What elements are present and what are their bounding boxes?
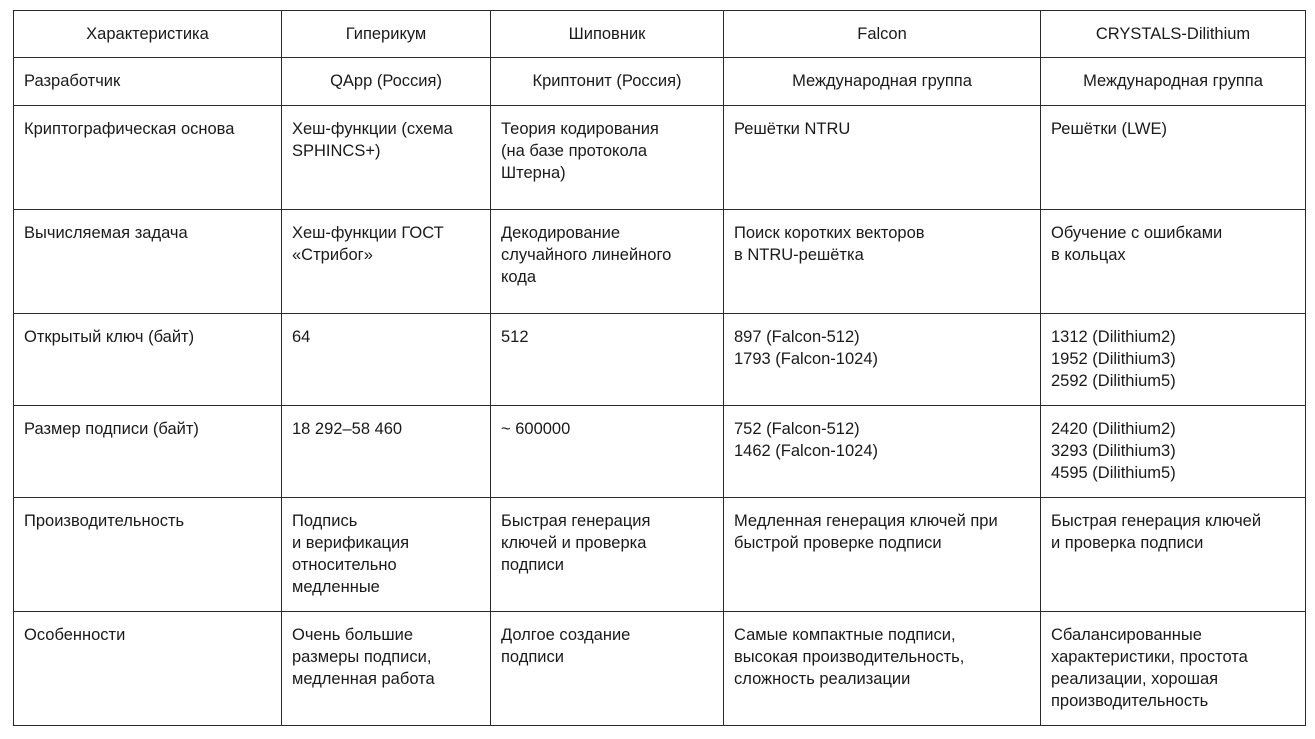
cell-falcon [724, 58, 1041, 106]
cell-line: Быстрая генерация ключей [1051, 512, 1262, 530]
table-row [14, 314, 1306, 406]
cell-shipovnik [491, 406, 724, 498]
cell-line: (на базе протокола [501, 142, 648, 160]
cell-line: QApp (Россия) [330, 72, 442, 90]
row-label: Вычисляемая задача [14, 210, 282, 314]
header-row [14, 11, 1306, 58]
cell-falcon [724, 314, 1041, 406]
cell-line: медленная работа [292, 670, 435, 688]
cell-line: 1952 (Dilithium3) [1051, 350, 1176, 368]
table-body [14, 11, 1306, 726]
cell-line: сложность реализации [734, 670, 911, 688]
cell-line: медленные [292, 578, 380, 596]
cell-line: SPHINCS+) [292, 142, 381, 160]
cell-falcon [724, 106, 1041, 210]
header-cell-dilithium: CRYSTALS-Dilithium [1041, 11, 1306, 58]
row-label: Производительность [14, 498, 282, 612]
cell-line: Медленная генерация ключей при [734, 512, 998, 530]
table-row [14, 406, 1306, 498]
cell-shipovnik [491, 612, 724, 726]
cell-shipovnik [491, 498, 724, 612]
cell-line: Обучение с ошибками [1051, 224, 1223, 242]
cell-line: Поиск коротких векторов [734, 224, 925, 242]
cell-line: относительно [292, 556, 397, 574]
cell-line: «Стрибог» [292, 246, 373, 264]
cell-line: случайного линейного [501, 246, 672, 264]
cell-line: ~ 600000 [501, 420, 571, 438]
row-label: Особенности [14, 612, 282, 726]
table-row [14, 498, 1306, 612]
cell-line: 3293 (Dilithium3) [1051, 442, 1176, 460]
cell-line: Самые компактные подписи, [734, 626, 956, 644]
cell-line: Хеш-функции (схема [292, 120, 453, 138]
cell-shipovnik [491, 106, 724, 210]
cell-falcon [724, 498, 1041, 612]
cell-shipovnik [491, 58, 724, 106]
cell-line: 512 [501, 328, 529, 346]
cell-line: Очень большие [292, 626, 414, 644]
cell-shipovnik [491, 314, 724, 406]
cell-hypericum [282, 498, 491, 612]
row-label: Разработчик [14, 58, 282, 106]
cell-line: Сбалансированные [1051, 626, 1202, 644]
cell-hypericum [282, 314, 491, 406]
cell-line: в NTRU-решётка [734, 246, 864, 264]
cell-line: высокая производительность, [734, 648, 965, 666]
table-row [14, 58, 1306, 106]
row-label: Размер подписи (байт) [14, 406, 282, 498]
cell-hypericum [282, 406, 491, 498]
cell-falcon [724, 210, 1041, 314]
cell-line: и верификация [292, 534, 410, 552]
cell-falcon [724, 612, 1041, 726]
cell-line: 752 (Falcon-512) [734, 420, 860, 438]
cell-hypericum [282, 612, 491, 726]
cell-line: Международная группа [1083, 72, 1263, 90]
cell-line: 1462 (Falcon-1024) [734, 442, 879, 460]
cell-line: Хеш-функции ГОСТ [292, 224, 444, 242]
cell-line: 2420 (Dilithium2) [1051, 420, 1176, 438]
table-row [14, 210, 1306, 314]
comparison-table [13, 10, 1306, 726]
header-cell-falcon: Falcon [724, 11, 1041, 58]
cell-line: 18 292–58 460 [292, 420, 403, 438]
cell-line: 4595 (Dilithium5) [1051, 464, 1176, 482]
cell-line: размеры подписи, [292, 648, 432, 666]
table-row [14, 612, 1306, 726]
cell-hypericum [282, 58, 491, 106]
cell-hypericum [282, 210, 491, 314]
cell-line: Теория кодирования [501, 120, 659, 138]
cell-line: 897 (Falcon-512) [734, 328, 860, 346]
cell-shipovnik [491, 210, 724, 314]
cell-line: Быстрая генерация [501, 512, 651, 530]
cell-line: ключей и проверка [501, 534, 647, 552]
cell-dilithium [1041, 498, 1306, 612]
cell-line: Долгое создание [501, 626, 631, 644]
cell-line: характеристики, простота [1051, 648, 1248, 666]
cell-dilithium [1041, 612, 1306, 726]
cell-line: подписи [501, 648, 564, 666]
cell-line: быстрой проверке подписи [734, 534, 942, 552]
cell-hypericum [282, 106, 491, 210]
cell-line: Штерна) [501, 164, 566, 182]
cell-line: производительность [1051, 692, 1209, 710]
row-label: Открытый ключ (байт) [14, 314, 282, 406]
cell-line: 64 [292, 328, 311, 346]
cell-line: 1312 (Dilithium2) [1051, 328, 1176, 346]
cell-line: в кольцах [1051, 246, 1126, 264]
cell-dilithium [1041, 106, 1306, 210]
cell-dilithium [1041, 210, 1306, 314]
cell-line: Решётки (LWE) [1051, 120, 1167, 138]
row-label: Криптографическая основа [14, 106, 282, 210]
cell-line: Решётки NTRU [734, 120, 851, 138]
table-row [14, 106, 1306, 210]
cell-line: 1793 (Falcon-1024) [734, 350, 879, 368]
cell-line: реализации, хорошая [1051, 670, 1219, 688]
cell-line: Международная группа [792, 72, 972, 90]
header-cell-hypericum: Гиперикум [282, 11, 491, 58]
header-cell-shipovnik: Шиповник [491, 11, 724, 58]
cell-line: Декодирование [501, 224, 621, 242]
cell-line: 2592 (Dilithium5) [1051, 372, 1176, 390]
cell-dilithium [1041, 58, 1306, 106]
cell-line: Криптонит (Россия) [532, 72, 682, 90]
cell-line: подписи [501, 556, 564, 574]
cell-line: и проверка подписи [1051, 534, 1204, 552]
cell-dilithium [1041, 314, 1306, 406]
cell-line: Подпись [292, 512, 358, 530]
cell-dilithium [1041, 406, 1306, 498]
header-cell-characteristic: Характеристика [14, 11, 282, 58]
cell-line: кода [501, 268, 537, 286]
cell-falcon [724, 406, 1041, 498]
